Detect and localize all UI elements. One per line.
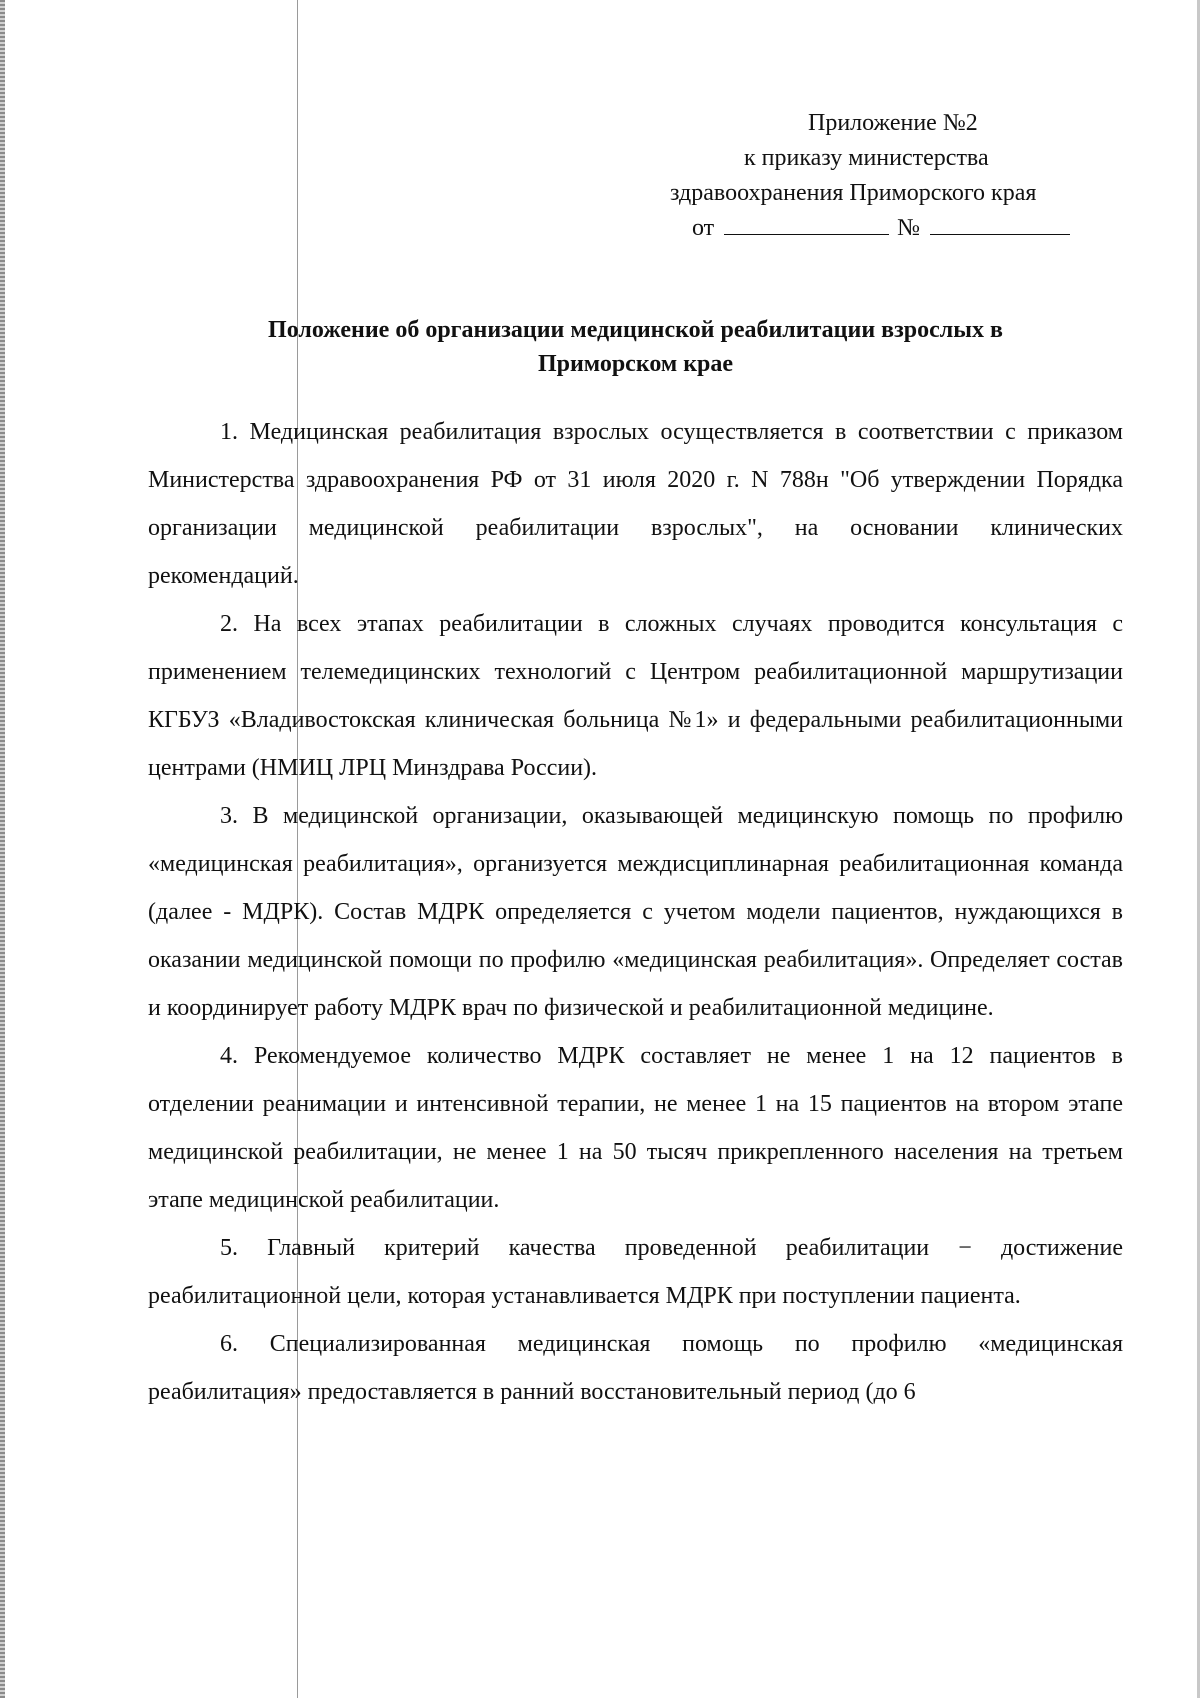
document-title-line-2: Приморском крае bbox=[537, 351, 734, 377]
paragraph-5: 5. Главный критерий качества проведенной реабилитации − достижение реабилитационной цели, которая устанавливается МДРК при поступлении пациента. bbox=[148, 1235, 1123, 1309]
approval-block bbox=[670, 106, 1090, 246]
document-body bbox=[148, 408, 1123, 1416]
scan-left-edge bbox=[0, 0, 5, 1698]
paragraph-3: 3. В медицинской организации, оказывающей медицинскую помощь по профилю «медицинская реабилитация», организуется междисциплинарная реабилитационная команда (далее - МДРК). Состав МДРК определяется с учетом модели пациентов, нуждающихся в оказании медицинской помощи по профилю «медицинская реабилитация». Определяет состав и координирует работу МДРК врач по физической и реабилитационной медицине. bbox=[148, 803, 1123, 1021]
paragraph-6: 6. Специализированная медицинская помощь по профилю «медицинская реабилитация» предоставляется в ранний восстановительный период (до 6 bbox=[148, 1331, 1123, 1405]
paragraph-2: 2. На всех этапах реабилитации в сложных случаях проводится консультация с применением телемедицинских технологий с Центром реабилитационной маршрутизации КГБУЗ «Владивостокская клиническая больница №1» и федеральными реабилитационными центрами (НМИЦ ЛРЦ Минздрава России). bbox=[148, 611, 1123, 781]
approval-number-blank bbox=[930, 212, 1070, 235]
approval-date-number-line bbox=[670, 211, 1090, 246]
approval-ministry-label: здравоохранения Приморского края bbox=[670, 180, 1037, 206]
document-title-line-1: Положение об организации медицинской реабилитации взрослых в bbox=[268, 317, 1003, 343]
approval-date-blank bbox=[724, 212, 889, 235]
paragraph-4: 4. Рекомендуемое количество МДРК составляет не менее 1 на 12 пациентов в отделении реанимации и интенсивной терапии, не менее 1 на 15 пациентов на втором этапе медицинской реабилитации, не менее 1 на 50 тысяч прикрепленного населения на третьем этапе медицинской реабилитации. bbox=[148, 1043, 1123, 1213]
approval-from-label: от bbox=[692, 215, 715, 241]
document-title bbox=[148, 313, 1123, 381]
paragraph-1: 1. Медицинская реабилитация взрослых осуществляется в соответствии с приказом Министерства здравоохранения РФ от 31 июля 2020 г. N 788н "Об утверждении Порядка организации медицинской реабилитации взрослых", на основании клинических рекомендаций. bbox=[148, 419, 1123, 589]
approval-number-label: № bbox=[897, 215, 921, 241]
approval-appendix-label: Приложение №2 bbox=[808, 110, 978, 136]
approval-order-label: к приказу министерства bbox=[744, 145, 989, 171]
